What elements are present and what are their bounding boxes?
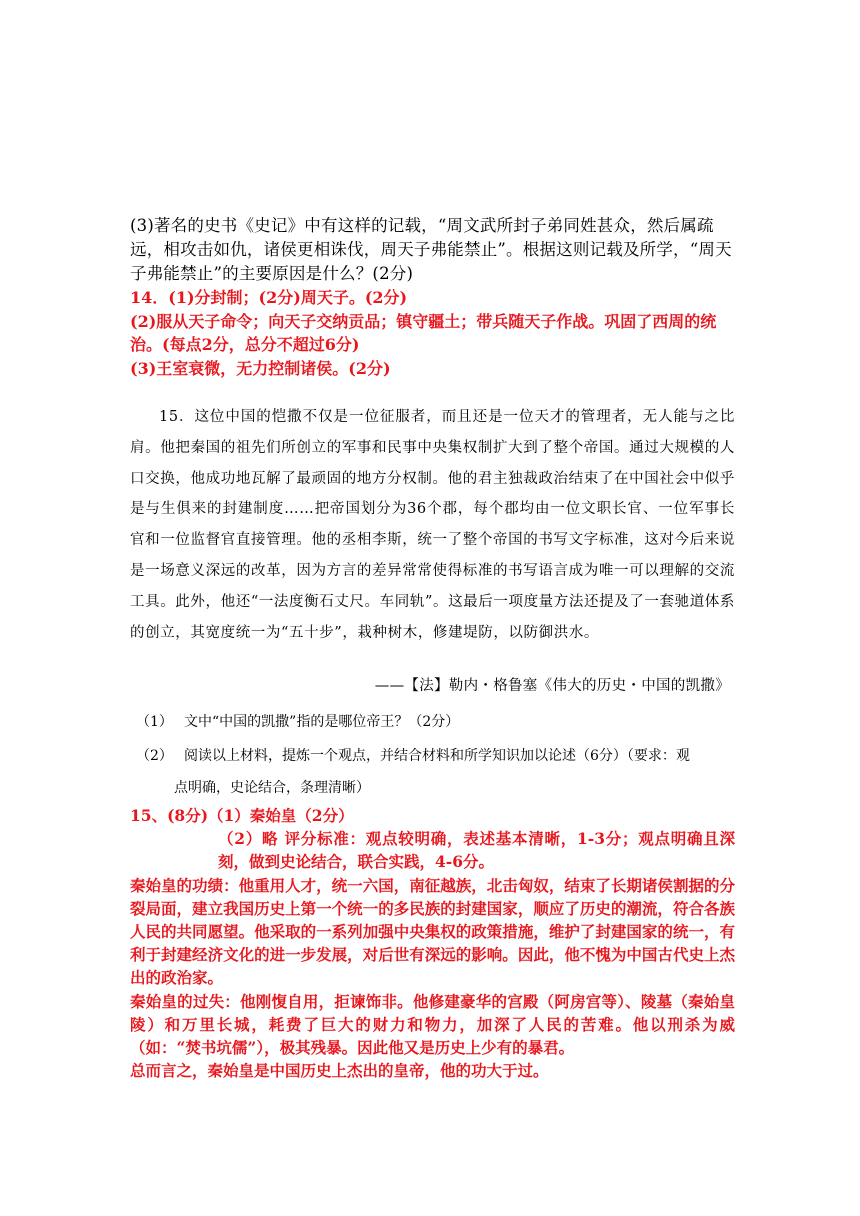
passage-source: ——【法】勒内・格鲁塞《伟大的历史・中国的凯撒》 [374, 678, 730, 694]
answer-15-merits: 秦始皇的功绩：他重用人才，统一六国，南征越族，北击匈奴，结束了长期诸侯割据的分裂局面，建立我国历史上第一个统一的多民族的封建国家，顺应了历史的潮流，符合各族人民的共同愿望。他采取的一系列加强中央集权的政策措施，维护了封建国家的统一，有利于封建经济文化的进一步发展，对后世有深远的影响。因此，他不愧为中国古代史上杰出的政治家。 [130, 875, 735, 988]
answer-15-summary: 总而言之，秦始皇是中国历史上杰出的皇帝，他的功大于过。 [130, 1061, 549, 1081]
question-text: 阅读以上材料，提炼一个观点，并结合材料和所学知识加以论述（6分）（要求：观 [184, 748, 690, 764]
answer-15-scoring: （2）略 评分标准：观点较明确，表述基本清晰，1-3分；观点明确且深刻，做到史论结合，联合实践，4-6分。 [218, 829, 735, 872]
answer-14 [130, 286, 735, 380]
answer-14-line3: (3)王室衰微，无力控制诸侯。(2分) [130, 358, 391, 378]
material-passage: 15．这位中国的恺撒不仅是一位征服者，而且还是一位天才的管理者，无人能与之比肩。他把秦国的祖先们所创立的军事和民事中央集权制扩大到了整个帝国。通过大规模的人口交换，他成功地瓦解了最顽固的地方分权制。他的君主独裁政治结束了在中国社会中似乎是与生俱来的封建制度……把帝国划分为36个郡，每个郡均由一位文职长官、一位军事长官和一位监督官直接管理。他的丞相李斯，统一了整个帝国的书写文字标准，这对今后来说是一场意义深远的改革，因为方言的差异常常使得标准的书写语言成为唯一可以理解的交流工具。此外，他还“一法度衡石丈尺。车同轨”。这最后一项度量方法还提及了一套驰道体系的创立，其宽度统一为“五十步”，栽种树木，修建堤防，以防御洪水。 [130, 409, 735, 641]
question-14-part3: (3)著名的史书《史记》中有这样的记载，“周文武所封子弟同姓甚众，然后属疏远，相攻击如仇，诸侯更相诛伐，周天子弗能禁止”。根据这则记载及所学，“周天子弗能禁止”的主要原因是什么？(2分) [130, 216, 732, 283]
answer-15-faults: 秦始皇的过失：他刚愎自用，拒谏饰非。他修建豪华的宫殿（阿房宫等）、陵墓（秦始皇陵）和万里长城，耗费了巨大的财力和物力，加深了人民的苦难。他以刑杀为威（如：“焚书坑儒”），极其残暴。因此他又是历史上少有的暴君。 [130, 991, 735, 1058]
answer-15-line1: 15、(8分)（1）秦始皇（2分） [130, 806, 354, 825]
answer-15 [130, 804, 735, 1082]
answer-14-line2: (2)服从天子命令；向天子交纳贡品；镇守疆土；带兵随天子作战。巩固了西周的统治。(每点2分，总分不超过6分) [130, 311, 717, 354]
question-text-continued: 点明确，史论结合，条理清晰） [174, 780, 370, 796]
question-number: （2） [136, 748, 173, 764]
question-number: （1） [136, 714, 173, 730]
question-text: 文中“中国的凯撒”指的是哪位帝王？（2分） [184, 714, 460, 730]
answer-14-line1: 14．(1)分封制；(2分)周天子。(2分) [130, 288, 408, 307]
